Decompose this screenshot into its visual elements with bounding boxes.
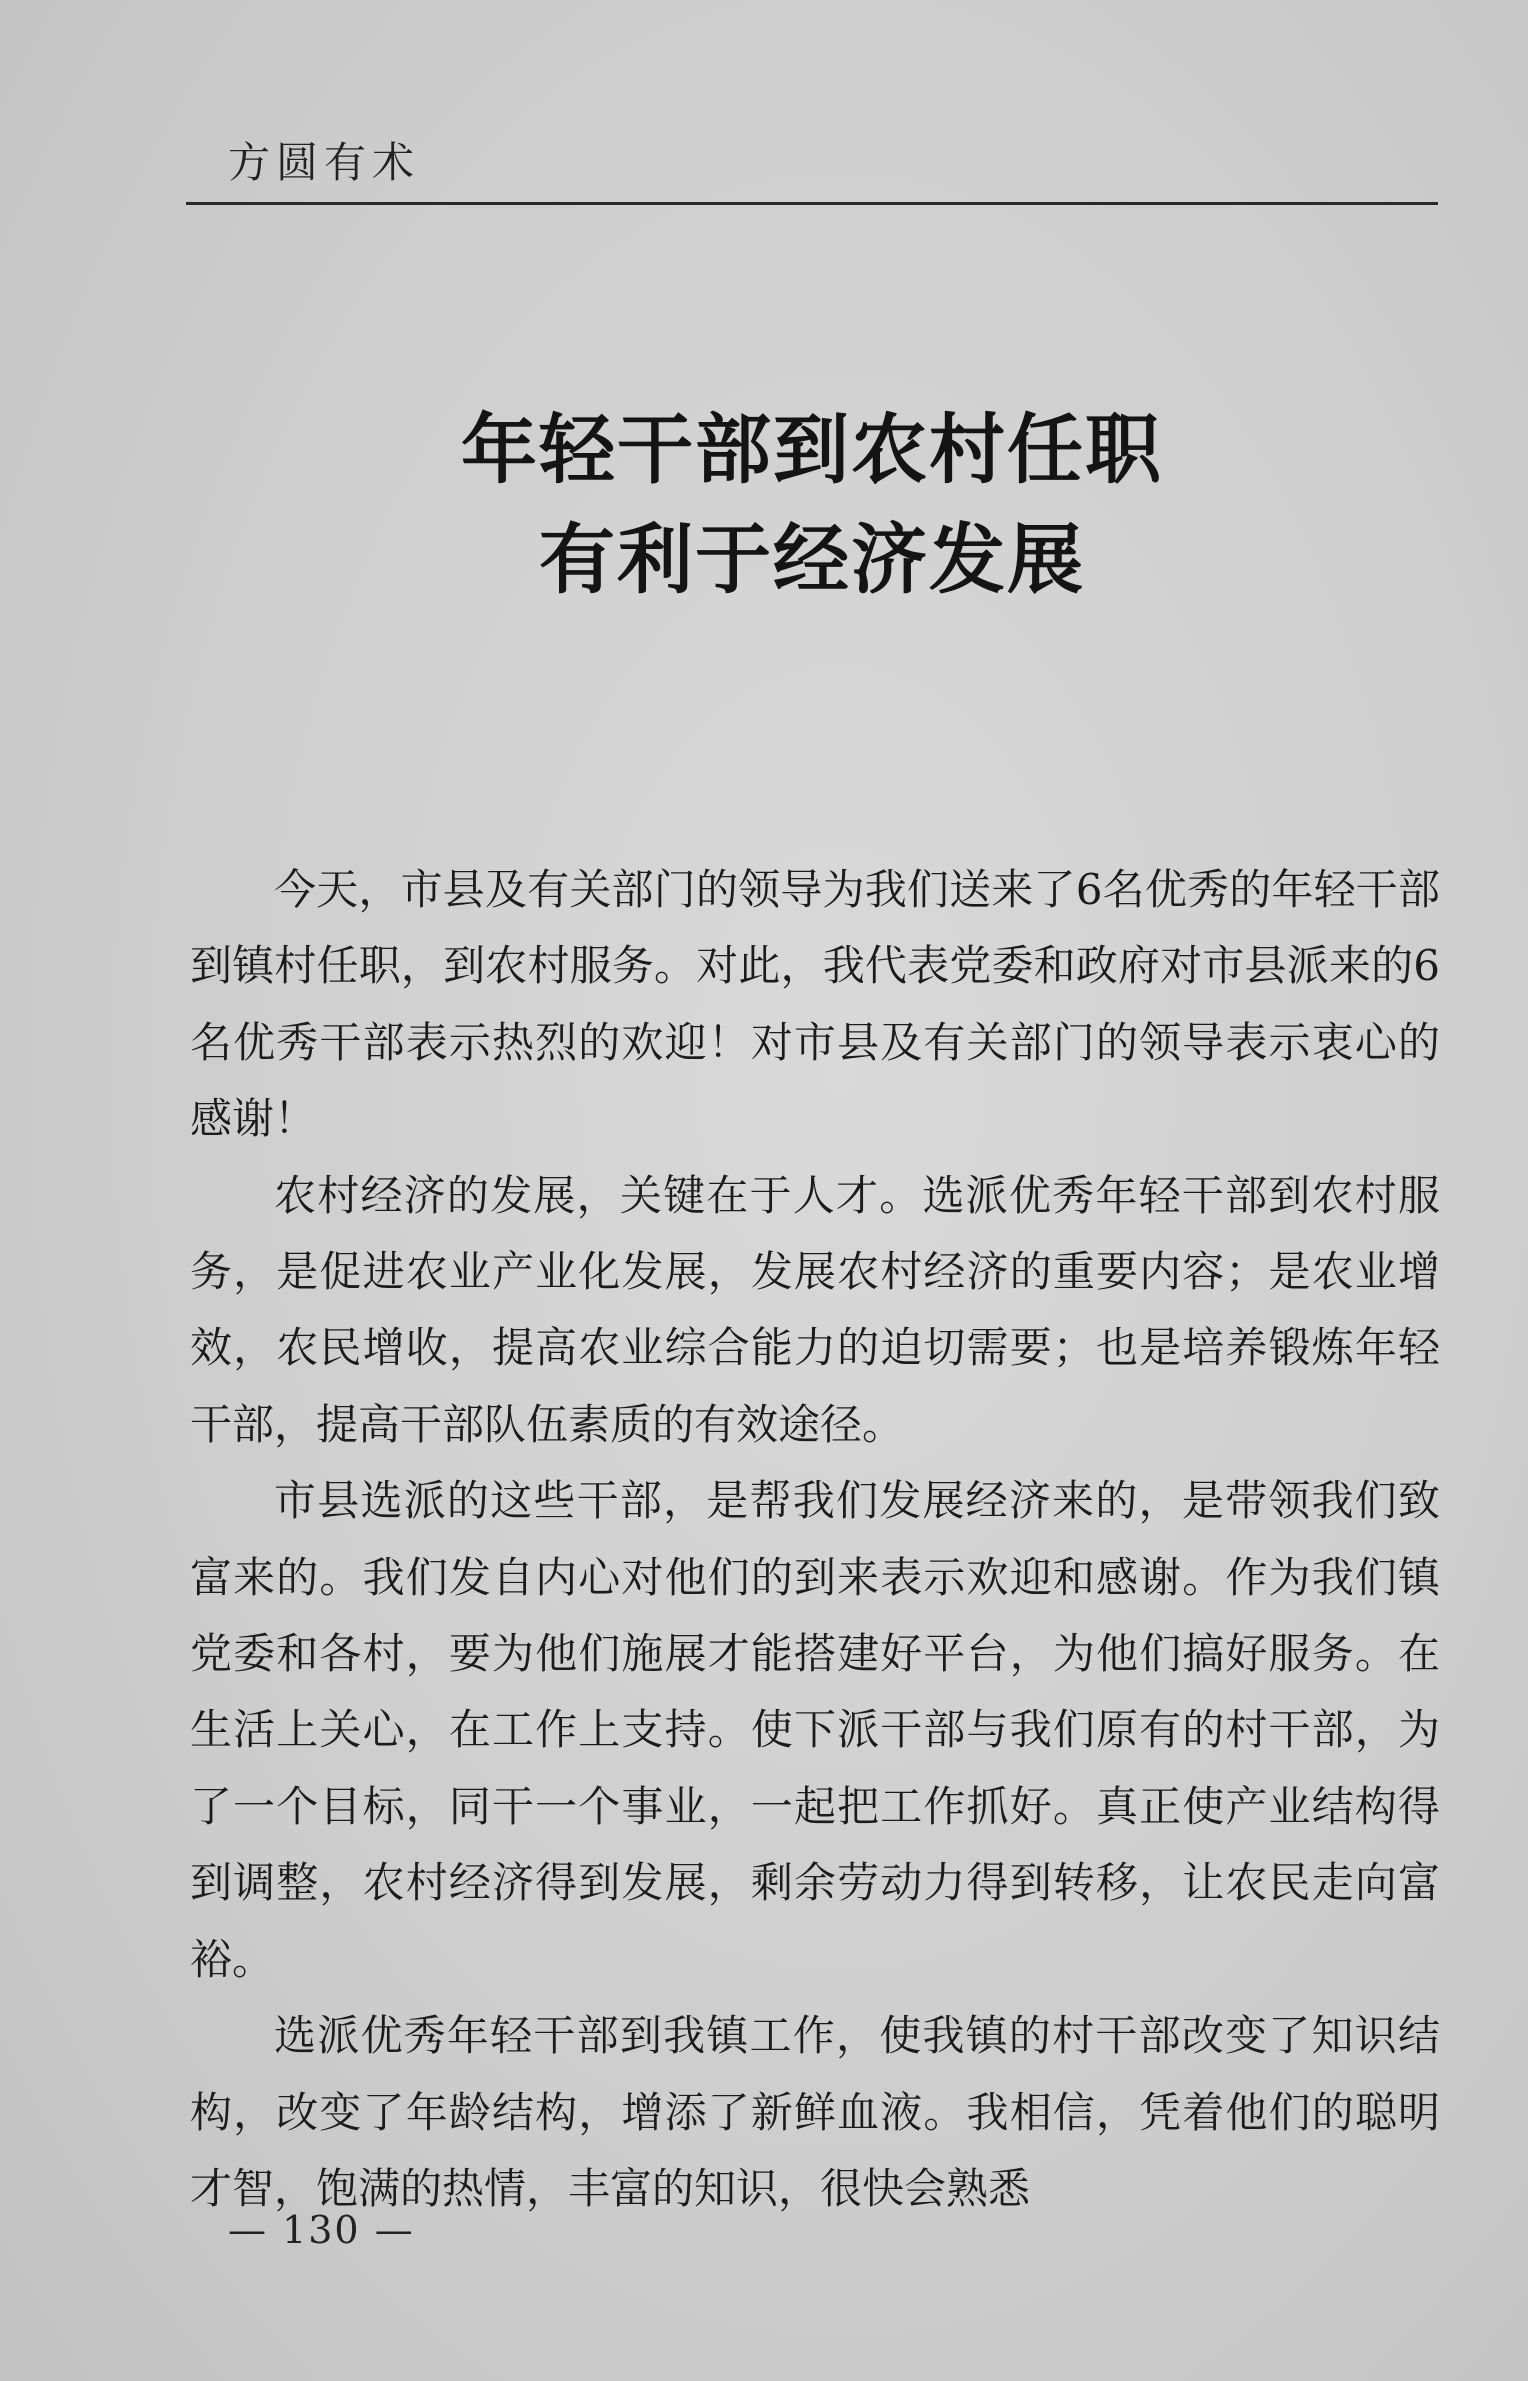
paragraph: 今天，市县及有关部门的领导为我们送来了6名优秀的年轻干部到镇村任职，到农村服务。对此，我代表党委和政府对市县派来的6名优秀干部表示热烈的欢迎！对市县及有关部门的领导表示衷心的感谢！ <box>190 865 1440 1144</box>
paragraph: 市县选派的这些干部，是帮我们发展经济来的，是带领我们致富来的。我们发自内心对他们的到来表示欢迎和感谢。作为我们镇党委和各村，要为他们施展才能搭建好平台，为他们搞好服务。在生活上关心，在工作上支持。使下派干部与我们原有的村干部，为了一个目标，同干一个事业，一起把工作抓好。真正使产业结构得到调整，农村经济得到发展，剩余劳动力得到转移，让农民走向富裕。 <box>190 1476 1440 1984</box>
running-head: 方圆有术 <box>228 138 421 187</box>
title-line-2: 有利于经济发展 <box>539 515 1085 604</box>
page-number: — 130 — <box>228 2208 415 2252</box>
paragraph: 农村经济的发展，关键在于人才。选派优秀年轻干部到农村服务，是促进农业产业化发展，发展农村经济的重要内容；是农业增效，农民增收，提高农业综合能力的迫切需要；也是培养锻炼年轻干部，提高干部队伍素质的有效途径。 <box>190 1170 1440 1449</box>
article-body <box>190 852 1440 2227</box>
header-rule <box>186 202 1438 205</box>
title-line-1: 年轻干部到农村任职 <box>461 405 1163 494</box>
paragraph: 选派优秀年轻干部到我镇工作，使我镇的村干部改变了知识结构，改变了年龄结构，增添了新鲜血液。我相信，凭着他们的聪明才智，饱满的热情，丰富的知识，很快会熟悉 <box>190 2011 1440 2213</box>
article-title <box>186 395 1438 615</box>
